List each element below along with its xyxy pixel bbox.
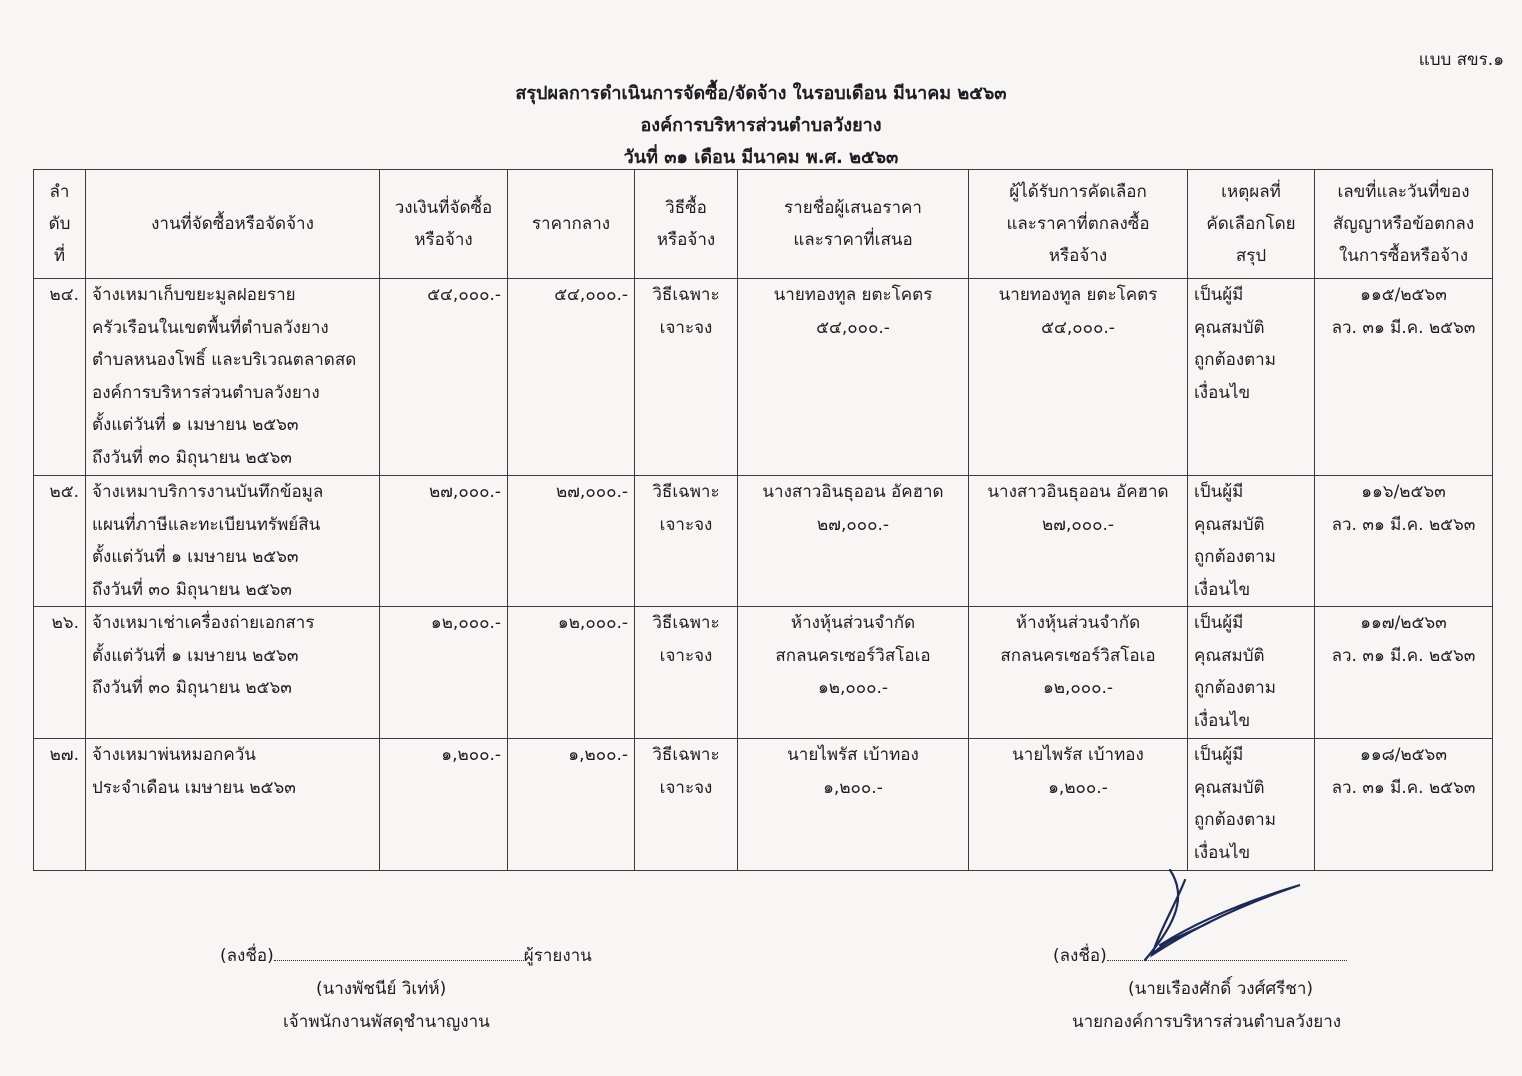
table-row xyxy=(34,476,1493,607)
median-price: ๒๗,๐๐๐.- xyxy=(508,476,635,607)
column-header xyxy=(635,170,738,279)
selected-vendor-line: ๑,๒๐๐.- xyxy=(1048,777,1108,798)
column-header-text: หรือจ้าง xyxy=(656,230,716,250)
selection-reason-line: เงื่อนไข xyxy=(1194,842,1251,863)
column-header-text: สรุป xyxy=(1235,246,1267,266)
column-header xyxy=(508,170,635,279)
handwritten-signature xyxy=(1130,860,1320,970)
selected-vendor-line: ๑๒,๐๐๐.- xyxy=(1042,678,1114,698)
selected-vendor-line: นางสาวอินธุออน อัคฮาด xyxy=(987,482,1169,502)
table-row xyxy=(34,739,1493,871)
selected-vendor-line: นายทองทูล ยตะโคตร xyxy=(998,285,1158,305)
column-header-text: ในการซื้อหรือจ้าง xyxy=(1339,246,1468,266)
work-description-line: ถึงวันที่ ๓๐ มิถุนายน ๒๕๖๓ xyxy=(92,447,292,468)
column-header-text: ผู้ได้รับการคัดเลือก xyxy=(1009,182,1147,202)
procurement-method-line: เจาะจง xyxy=(659,777,713,798)
selection-reason-line: เงื่อนไข xyxy=(1194,579,1251,600)
procurement-method-line: เจาะจง xyxy=(659,317,713,338)
column-header-text: วงเงินที่จัดซื้อ xyxy=(394,198,493,218)
procurement-method xyxy=(635,607,738,739)
bidder-list xyxy=(738,476,969,607)
selection-reason-line: ถูกต้องตาม xyxy=(1194,547,1276,567)
work-description xyxy=(86,476,380,607)
procurement-method-line: วิธีเฉพาะ xyxy=(652,613,720,633)
column-header-text: สัญญาหรือข้อตกลง xyxy=(1332,214,1475,234)
work-description-line: องค์การบริหารส่วนตำบลวังยาง xyxy=(92,382,320,403)
bidder-list-line: ๒๗,๐๐๐.- xyxy=(816,514,890,535)
selection-reason-line: ถูกต้องตาม xyxy=(1194,810,1276,830)
contract-reference xyxy=(1315,476,1493,607)
work-description-line: ตั้งแต่วันที่ ๑ เมษายน ๒๕๖๓ xyxy=(92,415,299,435)
contract-reference-line: ลว. ๓๑ มี.ค. ๒๕๖๓ xyxy=(1331,777,1476,798)
contract-reference-line: ๑๑๘/๒๕๖๓ xyxy=(1360,745,1447,765)
work-description-line: ตั้งแต่วันที่ ๑ เมษายน ๒๕๖๓ xyxy=(92,547,299,567)
column-header xyxy=(86,170,380,279)
procurement-table xyxy=(33,169,1493,871)
column-header-text: เหตุผลที่ xyxy=(1221,182,1281,202)
selected-vendor xyxy=(969,476,1188,607)
procurement-method-line: เจาะจง xyxy=(659,645,713,666)
work-description-line: ถึงวันที่ ๓๐ มิถุนายน ๒๕๖๓ xyxy=(92,579,292,600)
budget-amount: ๕๔,๐๐๐.- xyxy=(380,279,508,476)
work-description-line: จ้างเหมาเช่าเครื่องถ่ายเอกสาร xyxy=(92,613,315,633)
column-header xyxy=(1315,170,1493,279)
table-row xyxy=(34,607,1493,739)
column-header-text: งานที่จัดซื้อหรือจัดจ้าง xyxy=(151,214,314,234)
selected-vendor-line: ห้างหุ้นส่วนจำกัด xyxy=(1015,613,1141,633)
selection-reason-line: คุณสมบัติ xyxy=(1194,514,1265,535)
procurement-method-line: วิธีเฉพาะ xyxy=(652,745,720,765)
column-header-text: ลำ xyxy=(49,182,70,202)
form-code: แบบ สขร.๑ xyxy=(1418,50,1504,70)
procurement-method xyxy=(635,476,738,607)
column-header-text: คัดเลือกโดย xyxy=(1206,214,1296,234)
procurement-method xyxy=(635,739,738,871)
column-header xyxy=(34,170,86,279)
column-header xyxy=(1188,170,1315,279)
selection-reason-line: เป็นผู้มี xyxy=(1194,613,1244,633)
selection-reason-line: คุณสมบัติ xyxy=(1194,317,1265,338)
column-header-text: หรือจ้าง xyxy=(414,230,473,250)
reporter-position: เจ้าพนักงานพัสดุชำนาญงาน xyxy=(283,1012,490,1032)
procurement-method-line: วิธีเฉพาะ xyxy=(652,482,720,502)
approver-name: (นายเรืองศักดิ์ วงศ์ศรีชา) xyxy=(1128,979,1314,999)
column-header-text: และราคาที่ตกลงซื้อ xyxy=(1006,214,1150,234)
bidder-list xyxy=(738,607,969,739)
column-header-text: เลขที่และวันที่ของ xyxy=(1337,182,1470,202)
sign-prefix: (ลงชื่อ) xyxy=(220,946,274,966)
table-row xyxy=(34,279,1493,476)
column-header-text: ที่ xyxy=(53,246,66,266)
row-number: ๒๖. xyxy=(34,607,86,739)
bidder-list-line: ๕๔,๐๐๐.- xyxy=(816,317,890,338)
selected-vendor xyxy=(969,607,1188,739)
median-price: ๕๔,๐๐๐.- xyxy=(508,279,635,476)
procurement-method-line: เจาะจง xyxy=(659,514,713,535)
column-header xyxy=(380,170,508,279)
work-description-line: ตั้งแต่วันที่ ๑ เมษายน ๒๕๖๓ xyxy=(92,645,299,666)
row-number: ๒๕. xyxy=(34,476,86,607)
work-description-line: ถึงวันที่ ๓๐ มิถุนายน ๒๕๖๓ xyxy=(92,678,292,698)
work-description xyxy=(86,279,380,476)
selection-reason xyxy=(1188,279,1315,476)
reporter-signature-line xyxy=(220,942,592,969)
selected-vendor xyxy=(969,279,1188,476)
contract-reference-line: ลว. ๓๑ มี.ค. ๒๕๖๓ xyxy=(1331,514,1476,535)
bidder-list-line: ห้างหุ้นส่วนจำกัด xyxy=(790,613,916,633)
work-description-line: ครัวเรือนในเขตพื้นที่ตำบลวังยาง xyxy=(92,317,329,338)
selected-vendor-line: สกลนครเซอร์วิสโอเอ xyxy=(1000,645,1156,666)
document-date: วันที่ ๓๑ เดือน มีนาคม พ.ศ. ๒๕๖๓ xyxy=(623,147,899,168)
selected-vendor-line: นายไพรัส เบ้าทอง xyxy=(1012,745,1144,765)
selection-reason-line: เป็นผู้มี xyxy=(1194,745,1244,765)
selection-reason-line: คุณสมบัติ xyxy=(1194,645,1265,666)
selection-reason-line: ถูกต้องตาม xyxy=(1194,350,1276,370)
organization-name: องค์การบริหารส่วนตำบลวังยาง xyxy=(640,115,882,136)
column-header-text: และราคาที่เสนอ xyxy=(793,230,913,250)
contract-reference-line: ลว. ๓๑ มี.ค. ๒๕๖๓ xyxy=(1331,645,1476,666)
bidder-list-line: นางสาวอินธุออน อัคฮาด xyxy=(762,482,944,502)
contract-reference-line: ๑๑๗/๒๕๖๓ xyxy=(1360,613,1447,633)
sign-prefix: (ลงชื่อ) xyxy=(1053,946,1107,966)
work-description-line: ประจำเดือน เมษายน ๒๕๖๓ xyxy=(92,777,296,798)
selection-reason-line: เป็นผู้มี xyxy=(1194,285,1244,305)
work-description-line: จ้างเหมาเก็บขยะมูลฝอยราย xyxy=(92,285,296,305)
contract-reference-line: ๑๑๕/๒๕๖๓ xyxy=(1360,285,1447,305)
work-description-line: ตำบลหนองโพธิ์ และบริเวณตลาดสด xyxy=(92,350,357,370)
procurement-method-line: วิธีเฉพาะ xyxy=(652,285,720,305)
selected-vendor xyxy=(969,739,1188,871)
document-title: สรุปผลการดำเนินการจัดซื้อ/จัดจ้าง ในรอบเดือน มีนาคม ๒๕๖๓ xyxy=(515,83,1007,104)
bidder-list-line: ๑,๒๐๐.- xyxy=(823,777,883,798)
column-header-text: ดับ xyxy=(48,214,71,234)
work-description xyxy=(86,739,380,871)
column-header xyxy=(969,170,1188,279)
approver-position: นายกองค์การบริหารส่วนตำบลวังยาง xyxy=(1072,1012,1342,1032)
work-description xyxy=(86,607,380,739)
contract-reference xyxy=(1315,279,1493,476)
selected-vendor-line: ๒๗,๐๐๐.- xyxy=(1041,514,1115,535)
reporter-name: (นางพัชนีย์ วิเท่ห์) xyxy=(316,979,447,999)
budget-amount: ๑๒,๐๐๐.- xyxy=(380,607,508,739)
bidder-list-line: นายทองทูล ยตะโคตร xyxy=(773,285,933,305)
budget-amount: ๑,๒๐๐.- xyxy=(380,739,508,871)
bidder-list xyxy=(738,279,969,476)
selection-reason-line: คุณสมบัติ xyxy=(1194,777,1265,798)
selection-reason xyxy=(1188,607,1315,739)
median-price: ๑,๒๐๐.- xyxy=(508,739,635,871)
selection-reason-line: เงื่อนไข xyxy=(1194,710,1251,731)
signature-dotted-line xyxy=(274,942,524,961)
column-header-text: หรือจ้าง xyxy=(1048,246,1108,266)
work-description-line: จ้างเหมาพ่นหมอกควัน xyxy=(92,745,256,765)
selection-reason xyxy=(1188,739,1315,871)
row-number: ๒๔. xyxy=(34,279,86,476)
bidder-list-line: สกลนครเซอร์วิสโอเอ xyxy=(775,645,931,666)
median-price: ๑๒,๐๐๐.- xyxy=(508,607,635,739)
header-row xyxy=(34,170,1493,279)
contract-reference-line: ลว. ๓๑ มี.ค. ๒๕๖๓ xyxy=(1331,317,1476,338)
work-description-line: จ้างเหมาบริการงานบันทึกข้อมูล xyxy=(92,482,324,502)
row-number: ๒๗. xyxy=(34,739,86,871)
contract-reference-line: ๑๑๖/๒๕๖๓ xyxy=(1361,482,1446,502)
sign-suffix: ผู้รายงาน xyxy=(523,946,592,966)
budget-amount: ๒๗,๐๐๐.- xyxy=(380,476,508,607)
bidder-list xyxy=(738,739,969,871)
contract-reference xyxy=(1315,607,1493,739)
contract-reference xyxy=(1315,739,1493,871)
selection-reason-line: เงื่อนไข xyxy=(1194,382,1251,403)
selected-vendor-line: ๕๔,๐๐๐.- xyxy=(1041,317,1115,338)
selection-reason-line: เป็นผู้มี xyxy=(1194,482,1244,502)
bidder-list-line: นายไพรัส เบ้าทอง xyxy=(787,745,919,765)
column-header xyxy=(738,170,969,279)
column-header-text: รายชื่อผู้เสนอราคา xyxy=(784,198,922,218)
selection-reason-line: ถูกต้องตาม xyxy=(1194,678,1276,698)
work-description-line: แผนที่ภาษีและทะเบียนทรัพย์สิน xyxy=(92,514,321,535)
bidder-list-line: ๑๒,๐๐๐.- xyxy=(817,678,889,698)
column-header-text: วิธีซื้อ xyxy=(665,198,707,218)
procurement-method xyxy=(635,279,738,476)
column-header-text: ราคากลาง xyxy=(531,214,611,234)
selection-reason xyxy=(1188,476,1315,607)
